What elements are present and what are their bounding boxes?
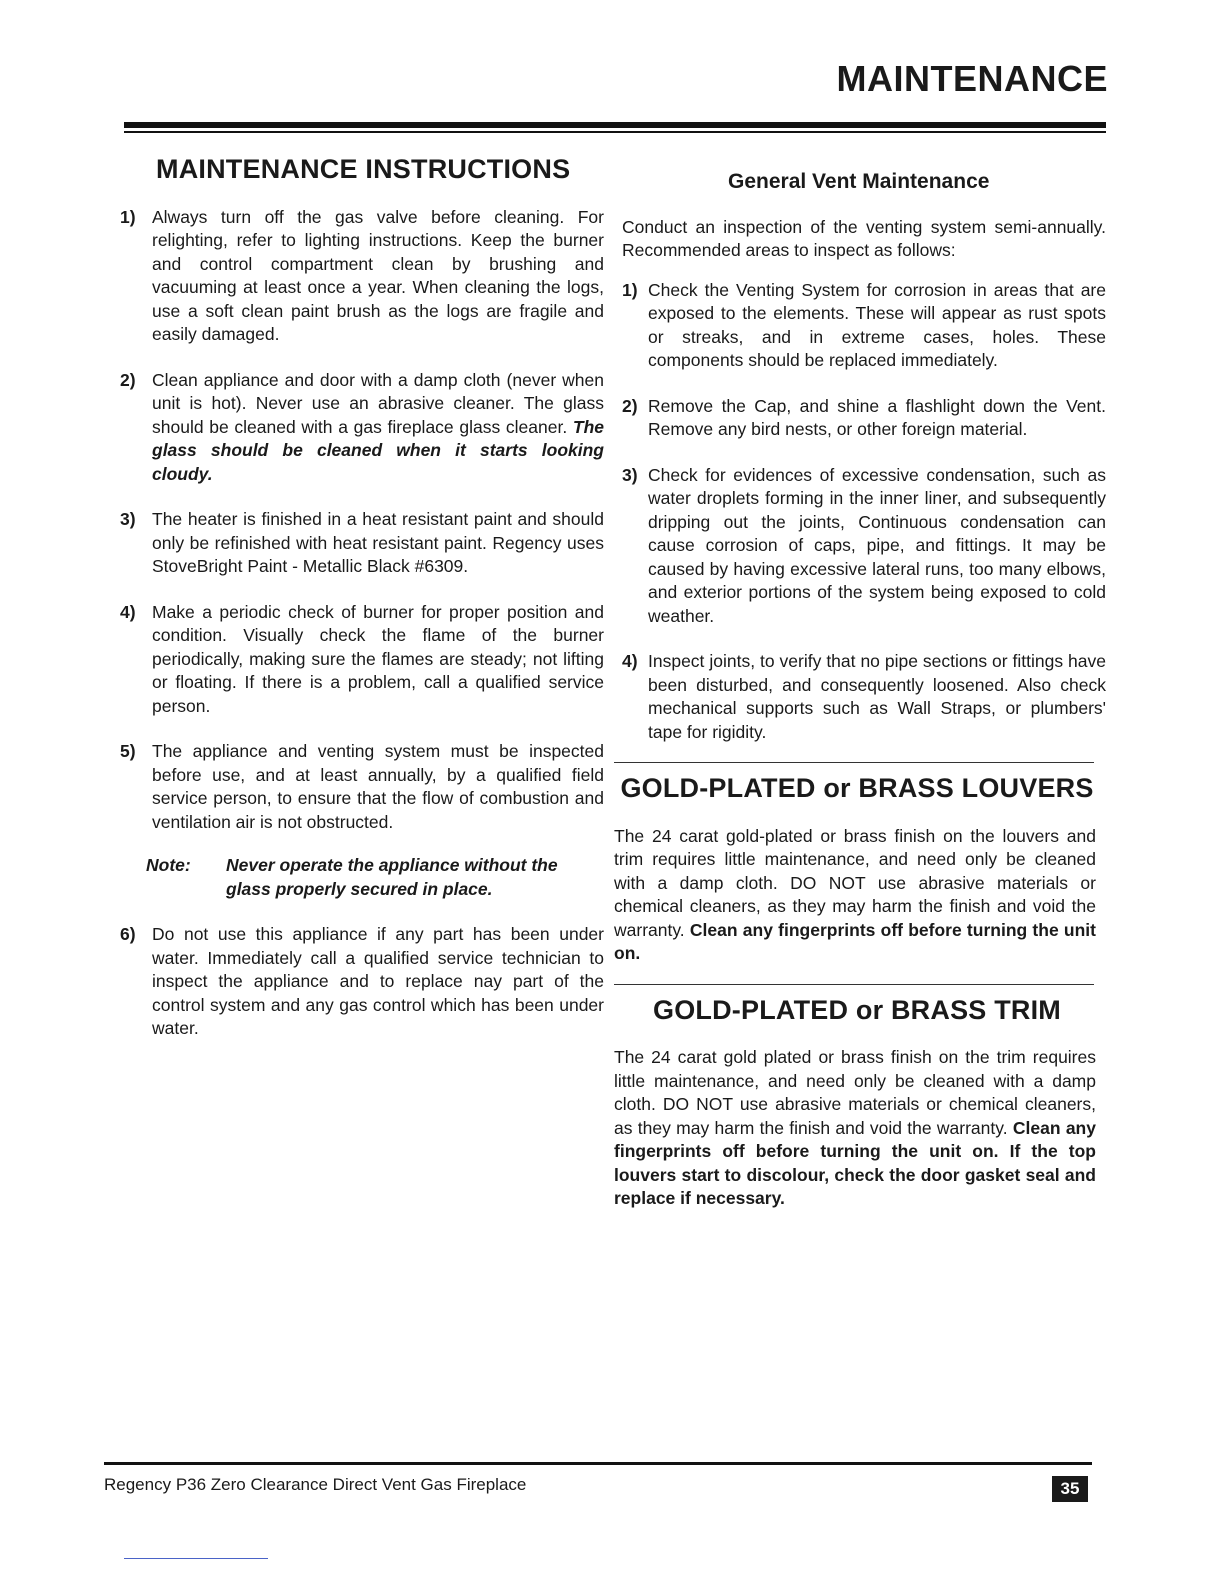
- trim-text: [614, 1046, 1096, 1211]
- instruction-item: [112, 923, 604, 1041]
- item-text: Remove the Cap, and shine a flashlight down the Vent. Remove any bird nests, or other foreign material.: [648, 395, 1106, 439]
- trim-text-plain: The 24 carat gold plated or brass finish on the trim requires little maintenance, and need only be cleaned with a damp cloth. DO NOT use abrasive materials or chemical cleaners, as they may harm the finish and void the warranty.: [614, 1047, 1096, 1138]
- section-divider: [614, 984, 1094, 985]
- item-number: 3): [120, 509, 136, 529]
- trim-heading: GOLD-PLATED or BRASS TRIM: [653, 994, 1061, 1025]
- item-text: Do not use this appliance if any part has been under water. Immediately call a qualified service technician to inspect the appliance and to replace nay part of the control system and any gas control which has been under water.: [152, 924, 604, 1038]
- maintenance-instructions-heading: MAINTENANCE INSTRUCTIONS: [156, 154, 571, 184]
- scan-mark: [124, 1558, 268, 1559]
- item-text-plain: Clean appliance and door with a damp cloth (never when unit is hot). Never use an abrasive cleaner. The glass should be cleaned with a gas fireplace glass cleaner.: [152, 369, 604, 437]
- louvers-text-plain: The 24 carat gold-plated or brass finish on the louvers and trim requires little maintenance, and need only be cleaned with a damp cloth. DO NOT use abrasive materials or chemical cleaners, as they may harm the finish and void the warranty.: [614, 825, 1096, 940]
- vent-item: [612, 650, 1106, 744]
- louvers-heading: GOLD-PLATED or BRASS LOUVERS: [620, 773, 1094, 803]
- instruction-item: [112, 601, 604, 719]
- item-text: Always turn off the gas valve before cleaning. For relighting, refer to lighting instructions. Keep the burner and control compartment clean by brushing and vacuuming at least once a year. When cleaning the logs, use a soft clean paint brush as the logs are fragile and easily damaged.: [152, 206, 604, 344]
- item-text-emphasis: The glass should be cleaned when it starts looking cloudy.: [152, 416, 604, 484]
- note-text: Never operate the appliance without the glass properly secured in place.: [226, 855, 558, 899]
- vent-intro: Conduct an inspection of the venting system semi-annually. Recommended areas to inspect as follows:: [622, 216, 1106, 260]
- instruction-item: [112, 740, 604, 834]
- vent-item: [612, 464, 1106, 629]
- right-column: [608, 168, 1106, 1211]
- item-text: Inspect joints, to verify that no pipe sections or fittings have been disturbed, and consequently loosened. Also check mechanical supports such as Wall Straps, or plumbers' tape for rigidity.: [648, 651, 1106, 742]
- louvers-text: [614, 825, 1096, 966]
- footer-rule: [104, 1462, 1092, 1465]
- footer-title: Regency P36 Zero Clearance Direct Vent Gas Fireplace: [104, 1475, 527, 1494]
- item-number: 2): [622, 395, 638, 416]
- item-text: Check the Venting System for corrosion in areas that are exposed to the elements. These will appear as rust spots or streaks, and in extreme cases, holes. These components should be replaced immediately.: [648, 279, 1106, 370]
- instruction-item: [112, 508, 604, 579]
- vent-items: [612, 279, 1106, 745]
- vent-maintenance-heading: General Vent Maintenance: [728, 170, 990, 193]
- item-number: 1): [120, 206, 136, 227]
- item-text: The appliance and venting system must be inspected before use, and at least annually, by a qualified field service person, to ensure that the flow of combustion and ventilation air is not obstructed.: [152, 741, 604, 832]
- section-divider: [614, 762, 1094, 763]
- vent-item: [612, 395, 1106, 442]
- louvers-text-bold: Clean any fingerprints off before turning the unit on.: [614, 919, 1096, 963]
- item-number: 3): [622, 464, 638, 485]
- item-number: 5): [120, 741, 136, 761]
- item-text: Make a periodic check of burner for proper position and condition. Visually check the flame of the burner periodically, making sure the flames are steady; not lifting or floating. If there is a problem, call a qualified service person.: [152, 601, 604, 716]
- safety-note: [146, 854, 604, 901]
- item-number: 6): [120, 924, 136, 944]
- item-text: The heater is finished in a heat resistant paint and should only be refinished with heat resistant paint. Regency uses StoveBright Paint - Metallic Black #6309.: [152, 509, 604, 576]
- instruction-item: [112, 206, 604, 347]
- item-text: [152, 369, 604, 487]
- vent-item: [612, 279, 1106, 373]
- item-number: 4): [622, 651, 638, 671]
- item-text: Check for evidences of excessive condensation, such as water droplets forming in the inner liner, and subsequently dripping out the joints, Continuous condensation can cause corrosion of caps, pipe, and fittings. It may be caused by having excessive lateral runs, too many elbows, and exterior portions of the system being exposed to cold weather.: [648, 464, 1106, 626]
- instruction-item: [112, 369, 604, 487]
- item-number: 1): [622, 279, 638, 300]
- page-title: MAINTENANCE: [836, 58, 1108, 99]
- left-column: [112, 154, 604, 1063]
- trim-text-bold: Clean any fingerprints off before turning the unit on. If the top louvers start to discolour, check the door gasket seal and replace if necessary.: [614, 1117, 1096, 1208]
- page-number: 35: [1052, 1476, 1088, 1502]
- item-number: 2): [120, 369, 136, 390]
- note-label: Note:: [146, 855, 191, 875]
- header-rule: [124, 122, 1106, 128]
- item-number: 4): [120, 601, 136, 622]
